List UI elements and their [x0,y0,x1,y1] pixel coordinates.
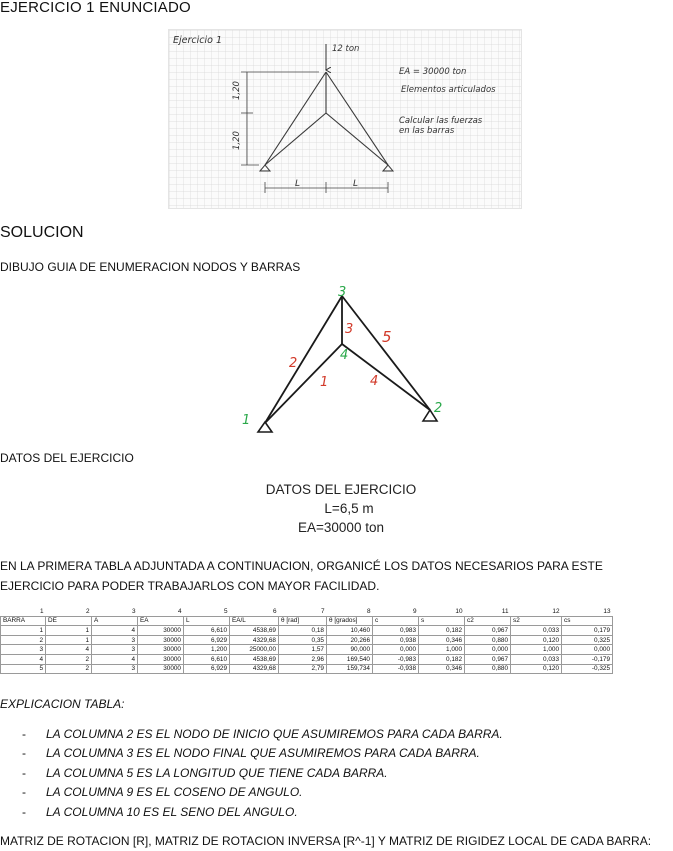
explain-item [0,725,670,744]
table-cell: 4538,69 [230,626,279,636]
table-cell: 6,610 [184,626,230,636]
intro-line-1: EN LA PRIMERA TABLA ADJUNTADA A CONTINUACION, ORGANICÉ LOS DATOS NECESARIOS PARA ESTE [0,559,603,573]
table-cell: 169,540 [327,654,373,664]
table-cell: θ [rad] [279,616,327,626]
explain-list-wrapper [0,725,670,822]
sketch-span-right: L [353,179,359,189]
table-cell: 1,200 [184,645,230,655]
data-box-length: L=6,5 m [324,501,374,516]
table-cell: 0,938 [373,635,419,645]
table-cell: s2 [511,616,562,626]
table-cell: 0,983 [373,626,419,636]
table-cell: 10 [455,607,463,615]
explain-item [0,744,670,763]
table-cell: 1 [46,626,92,636]
page-title: EJERCICIO 1 ENUNCIADO [0,0,191,16]
table-cell: 0,880 [465,635,511,645]
table-cell: 0,35 [279,635,327,645]
explain-heading: EXPLICACION TABLA: [0,697,125,711]
sketch-note-calc-2: en las barras [399,126,455,136]
table-cell: 8 [366,607,371,615]
explain-item [0,783,670,802]
table-cell: -0,983 [373,654,419,664]
table-cell: 0,179 [562,626,613,636]
table-cell: L [184,616,230,626]
table-cell: 4538,69 [230,654,279,664]
guide-drawing [232,282,452,436]
table-row [1,645,613,655]
table-cell: 3 [1,645,46,655]
table-cell: 0,033 [511,626,562,636]
intro-line-2: EJERCICIO PARA PODER TRABAJARLOS CON MAYOR FACILIDAD. [0,579,380,593]
data-box-ea: EA=30000 ton [298,520,384,535]
table-cell: 13 [603,607,611,615]
table-cell: 1,000 [511,645,562,655]
truss-guide-diagram [232,282,452,436]
table-row [1,635,613,645]
table-cell: 10,460 [327,626,373,636]
table-cell: 3 [131,607,136,615]
table-cell: EA/L [230,616,279,626]
table-cell: 2,96 [279,654,327,664]
table-cell: 0,182 [419,626,465,636]
table-cell: 30000 [138,626,184,636]
table-cell: 6,929 [184,635,230,645]
table-cell: 6 [272,607,277,615]
table-cell: 0,000 [373,645,419,655]
table-cell: -0,179 [562,654,613,664]
table-cell: 0,346 [419,635,465,645]
table-cell: 4 [46,645,92,655]
table-cell: 1 [39,607,44,615]
table-cell: 0,033 [511,654,562,664]
table-cell: 0,000 [465,645,511,655]
explain-item [0,764,670,783]
table-cell: 0,346 [419,664,465,674]
data-box [241,480,441,537]
explain-list [0,725,670,822]
table-cell: A [92,616,138,626]
sketch-load-label: 12 ton [332,44,360,54]
table-row [1,664,613,674]
table-cell: s [419,616,465,626]
table-row [1,626,613,636]
explain-item-text: LA COLUMNA 10 ES EL SENO DEL ANGULO. [46,804,298,819]
table-cell: 6,929 [184,664,230,674]
table-cell: 3 [92,664,138,674]
table-cell: 0,880 [465,664,511,674]
table-cell: 0,120 [511,664,562,674]
table-cell: -0,325 [562,664,613,674]
table-cell: 25000,00 [230,645,279,655]
table-cell: 30000 [138,654,184,664]
table-cell: 1,57 [279,645,327,655]
bullet-dash: - [22,727,26,741]
bullet-dash: - [22,765,26,780]
table-column-numbers [1,607,613,616]
table-cell: 0,18 [279,626,327,636]
table-cell: EA [138,616,184,626]
sketch-note-articulated: Elementos articulados [401,85,496,95]
table-cell: cs [562,616,613,626]
table-cell: 2 [46,654,92,664]
bar-label-5: 5 [382,328,392,346]
table-cell: -0,938 [373,664,419,674]
table-cell: 7 [320,607,325,615]
table-cell: 12 [552,607,560,615]
table-cell: 159,734 [327,664,373,674]
table-cell: 0,967 [465,626,511,636]
table-cell: 5 [223,607,228,615]
support-icon [258,422,272,432]
data-box-title: DATOS DEL EJERCICIO [265,482,417,497]
sketch-note-calc-1: Calcular las fuerzas [399,116,483,126]
table-cell: 30000 [138,645,184,655]
table-cell: 2 [1,635,46,645]
table-cell: 0,000 [562,645,613,655]
bullet-dash: - [22,804,26,819]
data-table-wrapper [0,607,613,674]
explain-item-text: LA COLUMNA 5 ES LA LONGITUD QUE TIENE CADA BARRA. [46,765,388,780]
bar-label-4: 4 [370,374,379,389]
table-cell: 1,000 [419,645,465,655]
table-cell: 2,79 [279,664,327,674]
data-section-label: DATOS DEL EJERCICIO [0,451,134,465]
table-cell: 2 [85,607,90,615]
table-row [1,654,613,664]
table-cell: 30000 [138,635,184,645]
bar-label-2: 2 [289,356,298,371]
table-cell: 0,182 [419,654,465,664]
table-cell: 30000 [138,664,184,674]
table-cell: c [373,616,419,626]
bullet-dash: - [22,785,26,800]
data-table [0,607,613,674]
table-cell: 4329,68 [230,635,279,645]
sketch-heading: Ejercicio 1 [173,35,222,46]
sketch-span-left: L [295,179,301,189]
table-cell: 4 [1,654,46,664]
node-label-4: 4 [340,348,349,363]
table-cell: 2 [46,664,92,674]
table-cell: 3 [92,645,138,655]
table-cell: 90,000 [327,645,373,655]
bar-label-3: 3 [345,322,354,337]
sketch-drawing [169,30,521,208]
sketch-note-ea: EA = 30000 ton [399,67,467,77]
table-cell: 4329,68 [230,664,279,674]
table-cell: 1 [46,635,92,645]
table-cell: 20,266 [327,635,373,645]
table-cell: 4 [177,607,182,615]
bullet-dash: - [22,746,26,761]
table-cell: 4 [92,626,138,636]
table-cell: 5 [1,664,46,674]
node-label-1: 1 [242,413,251,428]
node-label-3: 3 [338,285,347,300]
explain-item-text: LA COLUMNA 2 ES EL NODO DE INICIO QUE ASUMIREMOS PARA CADA BARRA. [46,727,503,741]
table-cell: 11 [501,607,509,615]
table-cell: 1 [1,626,46,636]
table-cell: 9 [412,607,417,615]
table-cell: 0,120 [511,635,562,645]
table-cell: 4 [92,654,138,664]
guide-label: DIBUJO GUIA DE ENUMERACION NODOS Y BARRAS [0,260,301,274]
table-cell: 6,610 [184,654,230,664]
table-cell: c2 [465,616,511,626]
table-cell: DE [46,616,92,626]
table-header-row [1,616,613,626]
bar-label-1: 1 [320,375,329,390]
intro-paragraph [0,556,670,596]
table-cell: 0,967 [465,654,511,664]
table-cell: θ [grados] [327,616,373,626]
table-cell: 0,325 [562,635,613,645]
problem-sketch [168,29,522,209]
sketch-dim-bottom: 1,20 [232,131,242,150]
solution-heading: SOLUCION [0,224,84,241]
explain-item [0,803,670,822]
node-label-2: 2 [434,401,443,416]
explain-item-text: LA COLUMNA 3 ES EL NODO FINAL QUE ASUMIREMOS PARA CADA BARRA. [46,746,480,761]
sketch-dim-top: 1,20 [232,81,242,100]
table-cell: BARRA [1,616,46,626]
table-cell: 3 [92,635,138,645]
final-heading: MATRIZ DE ROTACION [R], MATRIZ DE ROTACION INVERSA [R^-1] Y MATRIZ DE RIGIDEZ LOCAL DE CADA BARRA: [0,834,652,848]
explain-item-text: LA COLUMNA 9 ES EL COSENO DE ANGULO. [46,785,303,800]
